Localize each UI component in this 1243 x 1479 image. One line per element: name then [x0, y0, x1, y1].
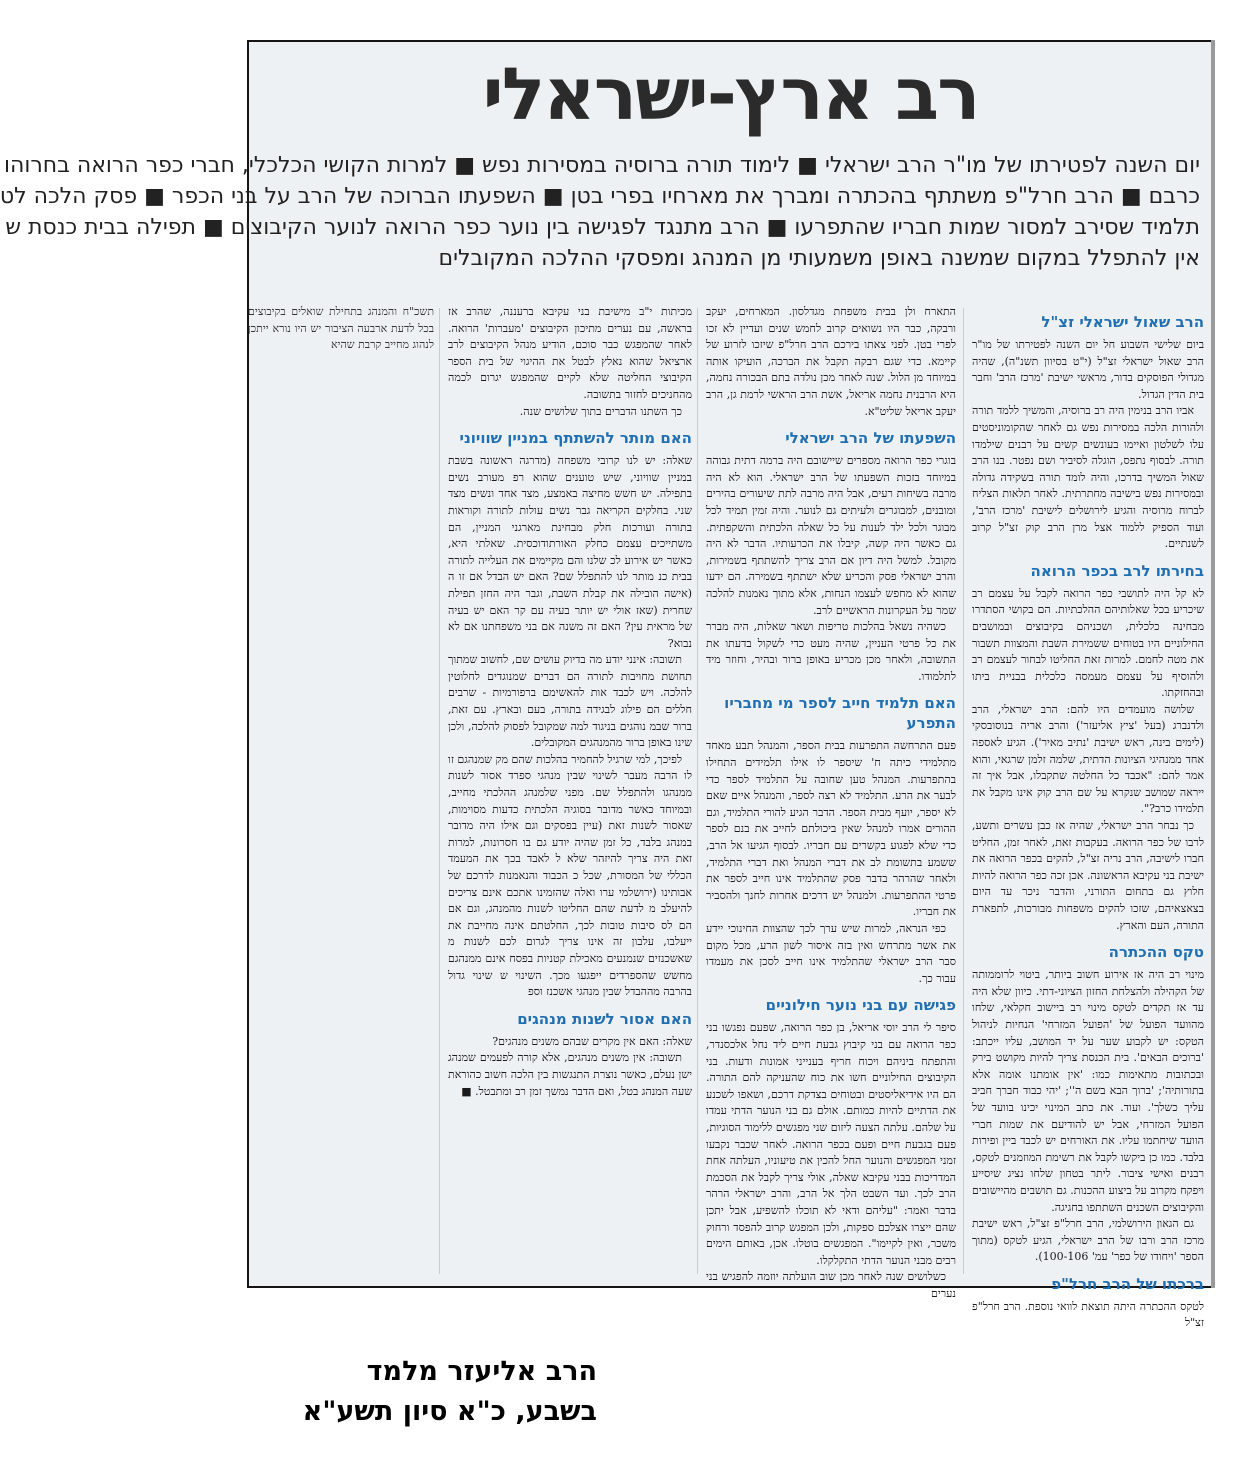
subheading: בחירתו לרב בכפר הרואה [1030, 561, 1204, 580]
paragraph: כך נבחר הרב ישראלי, שהיה אז כבן עשרים ותשע, לרבו של כפר הרואה. בעקבות זאת, לאחר זמן, החליט חברו לישיבה, הרב נריה זצ"ל, להקים בכפר הרואה את ישיבת בני עקיבא הראשונה. אכן זכה כפר הרואה להיות חלוץ גם בתחום התורני, והדבר ניכר עד היום בצאצאיהם, שזכו להקים משפחות מבורכות, לתפארת התורה, העם והארץ. [972, 819, 1204, 932]
subheading: ברכתו של הרב חרל"פ [1051, 1274, 1204, 1293]
paragraph: בוגרי כפר הרואה מספרים שיישובם היה ברמה דתית גבוהה במיוחד בזכות השפעתו של הרב ישראלי. הוא לא היה מרבה בשיחות רעים, אבל היה מרבה לתת שיעורים בהירים ומובנים, למבוגרים ולעיתים גם לנוער. והיה זמין תמיד לכל מבוגר ולכל ילד לענות על כל שאלה הלכתית והשקפתית. גם כאשר היה קשה, קיבלו את הכרעותיו. הדבר לא היה מקובל. למשל היה דיון אם הרב צריך להשתתף בשמירות, והרב ישראלי פסק והכריע שלא ישתתף בשמירה. הם ידעו שהוא לא מחפש לעצמו הנחות, אלא מתוך נאמנות להלכה שמר על העקרונות הראשיים לרב. [706, 454, 956, 617]
paragraph: סיפר לי הרב יוסי אריאל, בן כפר הרואה, שפעם נפגשו בני כפר הרואה עם בני קיבוץ גבעת חיים ליד נחל אלכסנדר, והתפתח ביניהם ויכוח חריף בענייני אמונות ודעות. בני הקיבוצים החילוניים חשו את כוח שהעניקה להם התורה. הם היו אידיאליסטים ובטוחים בצדקת דרכם, ושאפו לשכנע את הדתיים להיות כמותם. אולם גם בני הנוער הדתי עמדו על שלהם. עלתה הצעה ליזום שני מפגשים ללימוד הסוגיות, פעם בגבעת חיים ופעם בכפר הרואה. לאחר שכבר נקבעו זמני המפגשים והנוער החל להכין את טיעוניו, העלתה אחת המדריכות בבני עקיבא שאלה, אולי צריך לקבל את הסכמת הרב לכך. ועד השבט הלך אל הרב, והרב ישראלי הרהר בדבר ואמר: "עליהם ודאי לא תוכלו להשפיע, אבל יתכן שהם ייצרו אצלכם ספקות, ולכן המפגש קרוב להפסד ורחוק משכר, ואין לקיימו". המפגשים בוטלו. אכן, באותם הימים רבים מבני הנוער הדתי התקלקלו. [706, 1021, 956, 1267]
paragraph: כפי הנראה, למרות שיש ערך לכך שהצוות החינוכי יידע את אשר מתרחש ואין בזה איסור לשון הרע, מכל מקום סבר הרב ישראלי שהתלמיד אינו חייב לסכן את מעמדו עבור כך. [706, 922, 956, 985]
paragraph: התארח ולן בבית משפחת מגדלסון. המארחים, יעקב ורבקה, כבר היו נשואים קרוב לחמש שנים ועדיין לא זכו לפרי בטן. לפני צאתו בירכם הרב חרל"פ שיזכו לזרוע של קיימא. כדי שגם רבקה תקבל את הברכה, הועיקו אותה במיוחד מן הלול. שנה לאחר מכן נולדה בתם הבכורה נחמה, היא הרבנית נחמה אריאל, אשת הרב הראשי לרמת גן, הרב יעקב אריאל שליט"א. [706, 305, 956, 418]
paragraph: כך השתנו הדברים בתוך שלושים שנה. [519, 404, 682, 418]
paragraph: כשלושים שנה לאחר מכן שוב הועלתה יוזמה להפגיש בני נערים [706, 1270, 956, 1300]
subheading: טקס ההכתרה [1108, 943, 1204, 962]
paragraph: שלושה מועמדים היו להם: הרב ישראלי, הרב ולדנברג (בעל 'ציץ אליעזר') והרב אריה בנוסובסקי (לימים בינה, ראש ישיבת 'נתיב מאיר'). הגיע לאספה אחד ממנהיגי הציונות הדתית, שלמה זלמן שרגאי, והוא אמר להם: "אכבד כל החלטה שתקבלו, אבל איך זה ייראה שמושב שנקרא על שם הרב קוק אינו מקבל את תלמידו כרב?". [972, 702, 1204, 816]
paragraph: כשהיה נשאל בהלכות טריפות ושאר שאלות, היה מברר את כל פרטי העניין, שהיה מעט כדי לשקול בדעתו את התשובה, ולאחר מכן מכריע באופן ברור ובהיר, וחוזר מיד לתלמודו. [706, 620, 956, 683]
paragraph [248, 304, 434, 354]
word-fragment: בתחילת [328, 305, 363, 318]
newspaper-clipping [0, 40, 1214, 1330]
paragraph: לטקס ההכתרה היתה תוצאת לוואי נוספת. הרב חרל"פ זצ"ל [972, 1299, 1204, 1330]
author-name: הרב אליעזר מלמד [366, 1356, 597, 1387]
word-fragment: קרבת [358, 338, 382, 352]
word-fragment: יש [310, 321, 322, 335]
paragraph: תשובה: אין משנים מנהגים, אלא קורה לפעמים שמנהג ישן נעלם, כאשר נוצרת התנגשות בין הלכה חשוב כהוראת שעה המנהג בטל, ואם הדבר נמשך זמן רב ומתבטל. ■ [448, 1051, 692, 1098]
article-deck [0, 150, 1200, 300]
publication-date: בשבע, כ"א סיון תשע"א [302, 1396, 597, 1427]
clipping-shadow [1211, 40, 1215, 1288]
deck-line: יום השנה לפטירתו של מו"ר הרב ישראלי ■ לימוד תורה ברוסיה במסירות נפש ■ למרות הקושי הכלכלי, חברי כפר הרואה בחרוהו [3, 153, 1200, 178]
column-3 [448, 304, 692, 1280]
word-fragment: לנהוג [412, 338, 434, 352]
word-fragment: לדעת [391, 321, 415, 335]
paragraph: ביום שלישי השבוע חל יום השנה לפטירתו של מו"ר הרב שאול ישראלי זצ"ל (י"ט בסיוון תשנ"ה), שהיה מגדולי הפוסקים בדור, מראשי ישיבת 'מרכז הרב' וחבר בית הדין הגדול. [972, 338, 1204, 401]
article-columns [248, 304, 1204, 1330]
column-1 [972, 304, 1204, 1330]
word-fragment: ארבעה [357, 321, 388, 335]
subheading: פגישה עם בני נוער חילוניים [765, 996, 956, 1015]
word-fragment: בקיבוצים [248, 305, 286, 318]
paragraph: לא קל היה לתושבי כפר הרואה לקבל על עצמם רב שיכריע בכל שאלותיהם ההלכתיות. הם בקושי הסתדרו מבחינה כלכלית, ושכניהם בקיבוצים ובמושבים החילוניים היו בטוחים ששמירת השבת והמצוות תשבור את מטה לחמם. למרות זאת החליטו לבחור לעצמם רב ולהוסיף על עצמם מעמסה כלכלית בבניית ביתו ובהחזקתו. [972, 586, 1204, 700]
article-headline: רב ארץ-ישראלי [482, 52, 979, 136]
paragraph: שאלה: יש לנו קרובי משפחה (מדרגה ראשונה בשבת במניין שוויוני, שיש טוענים שהוא רפ מעורב נשים בתפילה. יש חשש מחיצה באמצע, מצד אחד ונשים מצד שני. בחלקים הקריאה גבר נשים עולות לתורה וקוראות בתורה ועורכות חלק מבחינת מארגני המניין, הם משתייכים עצמם כחלק האורתודוכסית. שאלתי היא, כאשר יש אירוע לכ שלנו והם מקיימים את העלייה לתורה בבית כנ מותר לנו להתפלל שם? האם יש הבדל אם זו ה (אישה הובילה את קבלת השבת, וגבר היה החזן תפילת שחרית (שאז אולי יש יותר בעיה עם קר האם יש בעיה של מראית עין? האם זה משנה אם בני משפחתנו אם לא נבוא? [448, 454, 692, 650]
column-2 [706, 304, 956, 1300]
author-signature [303, 1352, 597, 1432]
word-fragment: מחייב [384, 338, 409, 352]
word-fragment: בכל [418, 321, 435, 335]
word-fragment: נורא [272, 321, 291, 335]
paragraph: שאלה: האם אין מקרים שבהם משנים מנהגים? [492, 1034, 692, 1048]
column-divider [963, 308, 964, 1274]
deck-line: אין להתפלל במקום שמשנה באופן משמעותי מן המנהג ומפסקי ההלכה המקובלים [438, 246, 1200, 271]
column-divider [697, 308, 698, 1274]
paragraph: לפיכך, למי שרגיל להחמיר בהלכות שהם מק שמנהגם זו לו הרבה מעבר לשינוי שבין מנהגי ספרד אסור לשנות ממנהגו ולהתפלל שם. מפני שלמנהג ההלכתי מחייב, ובמיוחד כאשר מדובר בסוגיה הלכתית כדעות מסוימות, שאסור לשנות זאת (עיין בפסקים וגם אילו היה מדובר במנהג בלבד, כל זמן שהיה יודע גם בו חסרונות, למרות זאת היה צריך להיזהר שלא ל לאבד בכך את המעמד הכללי של המסורת, שכל כ הכבוד והנאמנות לדרכם של אבותינו (ירושלמי ערו ואלה שהזמינו אתכם אינם צריכים להיעלב מ לדעת שהם החליטו לשנות מהמנהג, וגם אם הם לס סיבות טובות לכך, החלטתם אינה מחייבת את ייעלבו, עלבון זה אינו צריך לגרום לכם לשנות מ שאשכנזים שנמנעים מאכילת קטניות בפסח אינם ממנהגם מחשש שהספרדים ייפגעו מכך. השינוי ש שינוי גדול בהרבה מההבדל שבין מנהגי אשכנז וספ [448, 752, 692, 999]
paragraph: תשובה: אינני יודע מה בדיוק עושים שם, לחשוב שמתוך תחושת מחויבות לתורה הם דברים שמנוגדים לחלוטין להלכה. ויש לכבד אות להאשימם ברפורמיות - שרבים חללים הם פילוג לבגידה בתורה, בעם ובארץ. עם זאת, ברור שבמ נוהגים בניגוד למה שמקובל לפסוק להלכה, ולכן שינו באופן ברור מהמנהגים המקובלים. [448, 653, 692, 750]
subheading: האם אסור לשנות מנהגים [517, 1009, 692, 1028]
word-fragment: שואלים [291, 305, 324, 318]
word-fragment: תשכ"ח [402, 305, 435, 318]
word-fragment: שהיא [330, 338, 355, 352]
paragraph: מכיתות י"ב מישיבת בני עקיבא ברעננה, שהרב אז בראשה, עם נערים מתיכון הקיבוצים 'מעברות' הרואה. לאחר שהמפגש כבר סוכם, הודיע מנהל הקיבוצים לרב ארציאל שהוא נאלץ לבטל את ההיגוי של בית הספר הקיבוצי החליטה שלא לקיים שהמפגש יגרום לכמה מהחניכים לחזור בתשובה. [448, 305, 692, 401]
subheading: האם תלמיד חייב לספר מי מחבריו התפרע [724, 694, 956, 733]
column-divider [439, 308, 440, 1274]
word-fragment: היו [294, 321, 307, 335]
subheading: הרב שאול ישראלי זצ"ל [1041, 313, 1204, 331]
column-4-partial [248, 304, 434, 1280]
deck-line: כרבם ■ הרב חרל"פ משתתף בהכתרה ומברך את מארחיו בפרי בטן ■ השפעתו הברוכה של הרב על בני הכפר ■ פסק הלכה לט [0, 184, 1200, 209]
paragraph: אביו הרב בנימין היה רב ברוסיה, והמשיך ללמד תורה ולהורות הלכה במסירות נפש גם לאחר שהקומוניסטים עלו לשלטון ואיימו בעונשים קשים על רבנים שילמדו תורה. לבסוף נתפס, הוגלה לסיביר ושם נפטר. בנו הרב שאול המשיך בדרכו, והיה לומד תורה בשקידה גדולה ובמסירות נפש בישיבה מחתרתית. לאחר תלאות הצליח לברוח מרוסיה והגיע לירושלים לישיבת 'מרכז הרב', ועוד הספיק ללמוד אצל מרן הרב קוק זצ"ל קרוב לשנתיים. [972, 404, 1204, 551]
word-fragment: ייתכן [248, 321, 269, 335]
word-fragment: והמנהג [367, 305, 398, 318]
paragraph: מינוי רב היה אז אירוע חשוב ביותר, ביטוי לרוממותה של הקהילה ולהצלחת החזון הציוני-דתי. כיוון שלא היה עד אז תקדים לטקס מינוי רב ביישוב חקלאי, שלחו מהוועד הפועל של 'הפועל המזרחי' הנחיות לניהול הטקס: יש לקבוע שער על יד המושב, עליו ייכתב: 'ברוכים הבאים'. בית הכנסת צריך להיות מקושט בירק ובכתובות מתאימות כמו: 'אין אומתנו אומה אלא בתורותיה'; 'ברוך הבא בשם ה''; 'יהי כבוד חברך חביב עליך כשלך'. ועוד. את כתב המינוי יכינו בוועד של הפועל המזרחי, אבל יש להודיעם את שמות חברי הוועד שיחתמו עליו. את האורחים יש לכבד ביין ופירות בלבד. כמו כן ביקשו לקבל את רשימת המוזמנים לטקס, רבנים ואישי ציבור. ליתר בטחון שלחו נציג שיסייע ויפקח מקרוב על ביצוע ההכנות. גם תושבים מהיישובים והקיבוצים השכנים השתתפו בחגיגה. [972, 968, 1204, 1214]
deck-line: תלמיד שסירב למסור שמות חבריו שהתפרעו ■ הרב מתנגד לפגישה בין נוער כפר הרואה לנוער הקיבוצים ■ תפילה בבית כנסת ש [5, 215, 1200, 240]
paragraph: פעם התרחשה התפרעות בבית הספר, והמנהל תבע מאחד מתלמידי כיתה ח' שיספר לו אילו תלמידים התחילו בהתפרעות. המנהל טען שחובה על התלמיד לספר כדי לבער את הרע. התלמיד לא רצה לספר, והמנהל איים שאם לא יספר, יועף מבית הספר. הדבר הגיע להורי התלמיד, וגם ההורים אמרו למנהל שאין ביכולתם לחייב את בנם לספר כדי שלא לפגוע בקשרים עם חבריו. לבסוף הגיעו אל הרב, ששמע בתשומת לב את דברי המנהל ואת דברי התלמיד, ולאחר שהרהר בדבר פסק שהתלמיד אינו חייב לספר את פרטי ההתפרעות. ולמנהל יש דרכים אחרות לחנך ולהסביר את חבריו. [706, 739, 956, 919]
word-fragment: הציבור [325, 321, 354, 335]
subheading: השפעתו של הרב ישראלי [785, 429, 956, 448]
subheading: האם מותר להשתתף במניין שוויוני [459, 429, 692, 448]
paragraph: גם הגאון הירושלמי, הרב חרל"פ זצ"ל, ראש ישיבת מרכז הרב ורבו של הרב ישראלי, הגיע לטקס (מתוך הספר 'ויחודו של כפר' עמ' 100-106). [972, 1217, 1204, 1264]
